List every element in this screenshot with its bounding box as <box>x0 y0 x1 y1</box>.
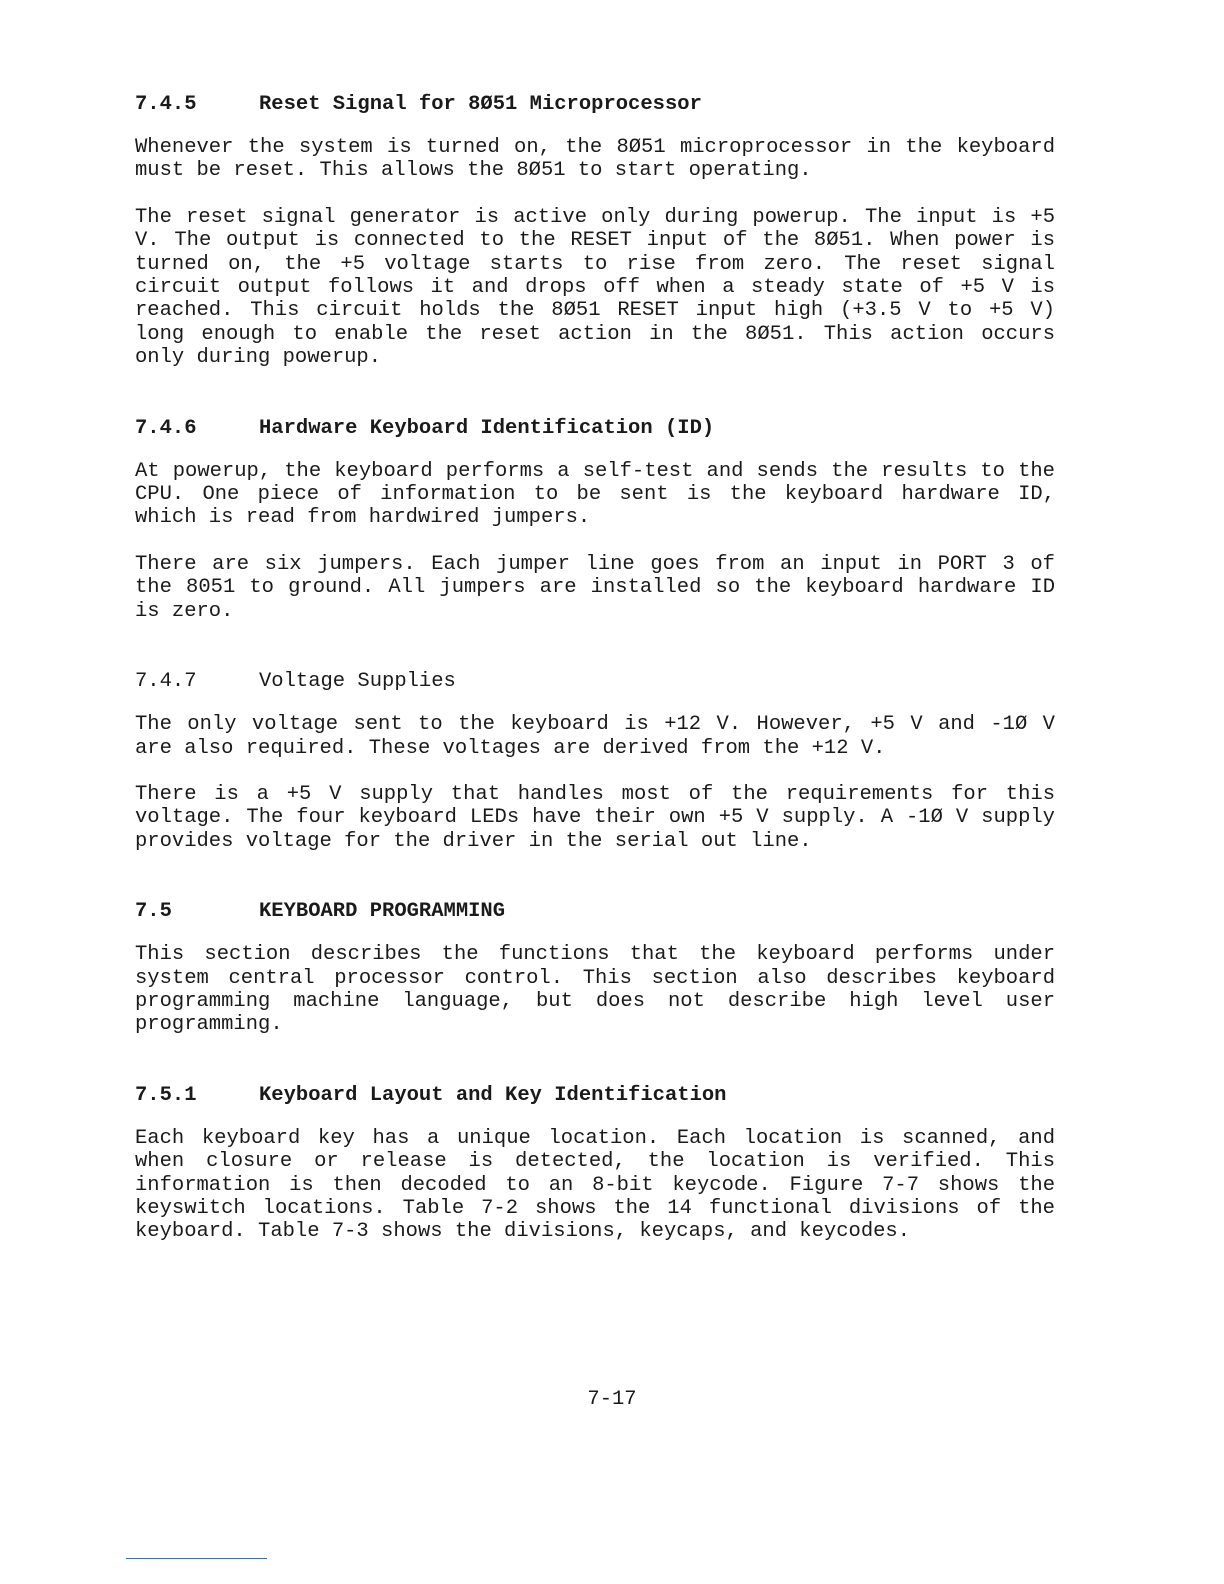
paragraph: Each keyboard key has a unique location. Each location is scanned, and when closure or release is detected, the location is verified. This information is then decoded to an 8-bit keycode. Figure 7-7 shows the keyswitch locations. Table 7-2 shows the 14 functional divisions of the keyboard. Table 7-3 shows the divisions, keycaps, and keycodes. <box>135 1126 1055 1244</box>
section-number: 7.4.5 <box>135 93 197 116</box>
section-heading <box>135 1083 1055 1109</box>
section-7-5-1 <box>135 1083 1055 1244</box>
page-number: 7-17 <box>587 1388 637 1411</box>
section-number: 7.5.1 <box>135 1083 197 1107</box>
section-7-5 <box>135 899 1055 1037</box>
section-7-4-5 <box>135 92 1055 370</box>
section-7-4-7 <box>135 669 1055 853</box>
paragraph: There are six jumpers. Each jumper line goes from an input in PORT 3 of the 8051 to ground. All jumpers are installed so the keyboard hardware ID is zero. <box>135 552 1055 623</box>
paragraph: There is a +5 V supply that handles most of the requirements for this voltage. The four keyboard LEDs have their own +5 V supply. A -1Ø V supply provides voltage for the driver in the serial out line. <box>135 782 1055 853</box>
section-number: 7.4.7 <box>135 670 197 694</box>
footnote-rule <box>126 1558 267 1559</box>
section-number: 7.4.6 <box>135 416 197 440</box>
section-title: Reset Signal for 8Ø51 Microprocessor <box>259 93 702 116</box>
section-heading <box>135 899 1055 925</box>
paragraph: At powerup, the keyboard performs a self-test and sends the results to the CPU. One piece of information to be sent is the keyboard hardware ID, which is read from hardwired jumpers. <box>135 459 1055 530</box>
document-body <box>135 92 1055 1244</box>
paragraph: The reset signal generator is active only during powerup. The input is +5 V. The output is connected to the RESET input of the 8Ø51. When power is turned on, the +5 voltage starts to rise from zero. The reset signal circuit output follows it and drops off when a steady state of +5 V is reached. This circuit holds the 8Ø51 RESET input high (+3.5 V to +5 V) long enough to enable the reset action in the 8Ø51. This action occurs only during powerup. <box>135 205 1055 370</box>
section-title: Voltage Supplies <box>259 670 456 694</box>
paragraph: The only voltage sent to the keyboard is +12 V. However, +5 V and -1Ø V are also required. These voltages are derived from the +12 V. <box>135 713 1055 760</box>
section-heading <box>135 669 1055 695</box>
section-heading <box>135 92 1055 118</box>
paragraph: This section describes the functions that the keyboard performs under system central processor control. This section also describes keyboard programming machine language, but does not describe high level user programming. <box>135 943 1055 1037</box>
section-title: Hardware Keyboard Identification (ID) <box>259 416 715 440</box>
paragraph: Whenever the system is turned on, the 8Ø51 microprocessor in the keyboard must be reset. This allows the 8Ø51 to start operating. <box>135 136 1055 183</box>
section-title: KEYBOARD PROGRAMMING <box>259 900 506 924</box>
section-heading <box>135 416 1055 442</box>
section-title: Keyboard Layout and Key Identification <box>259 1083 727 1107</box>
section-7-4-6 <box>135 416 1055 623</box>
section-number: 7.5 <box>135 900 172 924</box>
